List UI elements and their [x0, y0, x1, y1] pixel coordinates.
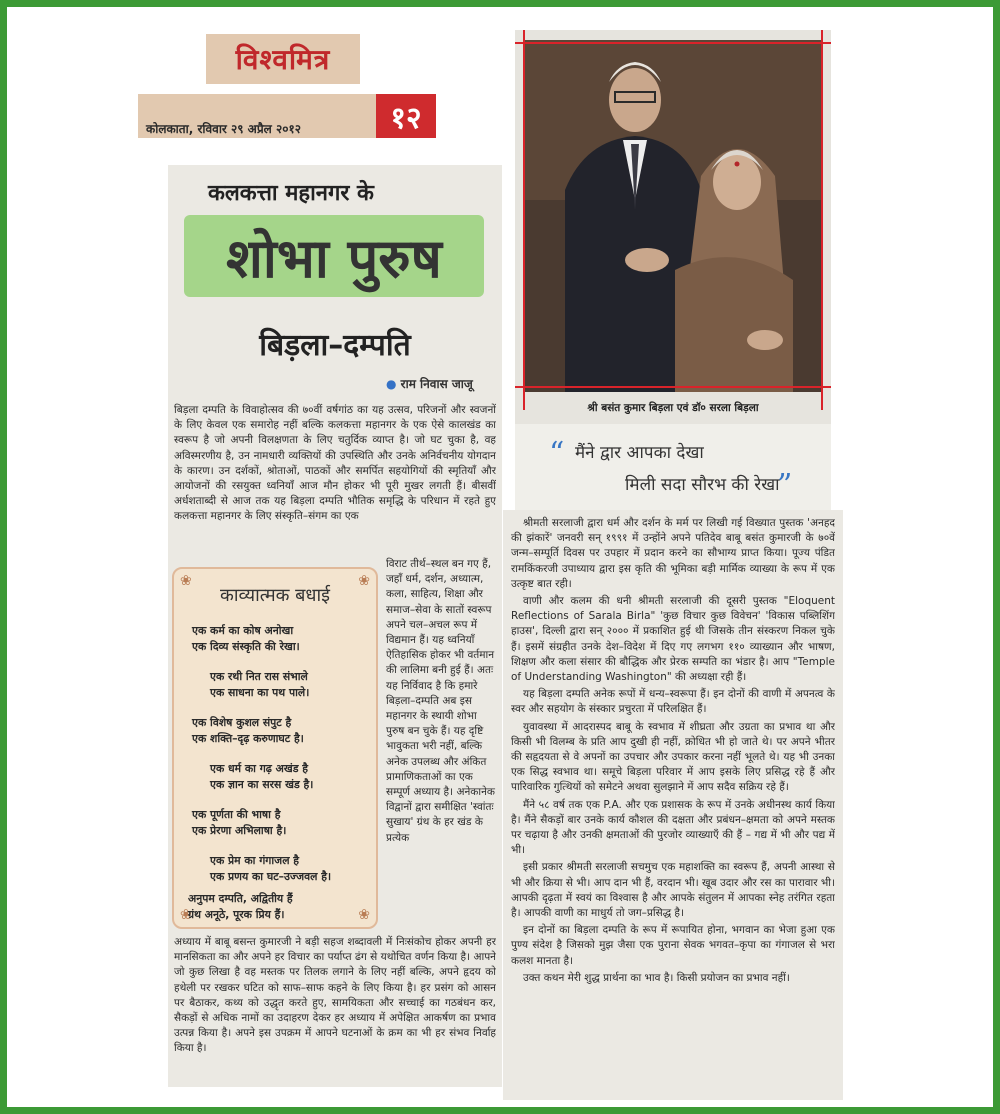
corner-ornament-icon: ❀ — [358, 907, 370, 923]
couple-photo — [525, 40, 823, 392]
poem-stanza: एक कर्म का कोष अनोखा एक दिव्य संस्कृति की रेखा। — [192, 624, 300, 653]
poem-stanza: एक रथी नित रास संभाले एक साधना का पथ पाले। — [210, 670, 310, 699]
right-paragraph: मैंने ५८ वर्ष तक एक P.A. और एक प्रशासक के रूप में उनके अधीनस्थ कार्य किया है। मैंने सैकड़ों बार उनके कार्य कौशल की दक्षता और प्रबंधन–क्षमता को अपने मस्तक पर चढ़ाया है और उनकी क्षमताओं की पुरजोर व्याख्याएँ की हैं – गद्य में भी और पद्य में भी। — [511, 798, 835, 857]
page-number: १२ — [376, 94, 436, 138]
poem-stanza: एक विशेष कुशल संपुट है एक शक्ति–दृढ़ करुणाघट है। — [192, 716, 304, 745]
right-paragraph: इसी प्रकार श्रीमती सरलाजी सचमुच एक महाशक्ति का स्वरूप हैं, अपनी आस्था से भी और क्रिया से भी। आप दान भी हैं, वरदान भी। खूब उदार और रस का पारावार भी। आपकी दृढ़ता में स्वयं का विश्वास है और आपके संतुलन में आपका स्नेह तरंगित रहता है। आपकी वाणी का माधुर्य तो जग–प्रसिद्ध है। — [511, 861, 835, 920]
quote-line-1: मैंने द्वार आपका देखा — [575, 443, 704, 463]
byline — [386, 375, 473, 392]
article-title: शोभा पुरुष — [226, 227, 442, 290]
article-paragraph-2: विराट तीर्थ–स्थल बन गए हैं, जहाँ धर्म, दर्शन, अध्यात्म, कला, साहित्य, शिक्षा और समाज–सेवा के सातों स्वरूप अपने चल–अचल रूप में विद्यमान हैं। यह ध्वनियाँ ऐतिहासिक होकर भी वर्तमान की लालिमा बनी हुई हैं। अतः यह निर्विवाद है कि हमारे बिड़ला–दम्पति अब इस महानगर के स्थायी शोभा पुरुष बन चुके हैं। यह दृष्टि भावुकता भरी नहीं, बल्कि अनेक उपलब्ध और अंकित प्रामाणिकताओं का एक सम्पूर्ण अध्याय है। अनेकानेक विद्वानों द्वारा समीक्षित 'स्वांतः सुखाय' ग्रंथ के हर खंड के प्रत्येक — [386, 558, 495, 844]
corner-ornament-icon: ❀ — [180, 573, 192, 589]
poem-stanza: अनुपम दम्पति, अद्वितीय हैं ग्रंथ अनूठे, पूरक प्रिय हैं। — [188, 892, 293, 921]
quote-line-2: मिली सदा सौरभ की रेखा — [625, 475, 780, 495]
right-paragraph: युवावस्था में आदरास्पद बाबू के स्वभाव में शीघ्रता और उग्रता का प्रभाव था और किसी भी विलम्ब के प्रति आप दुखी ही नहीं, क्रोधित भी हो जाते थे। पर अपने भीतर की सहृदयता से वे अपनों का उपचार और उपकार करना नहीं भूलते थे। यह भी उनका एक सिद्ध स्वभाव था। समूचे बिड़ला परिवार में आप इसके लिए प्रसिद्ध रहे हैं और पारिवारिक गुत्थियों को समेटने अथवा सुलझाने में आप सदैव सक्रिय रहे हैं। — [511, 720, 835, 794]
corner-ornament-icon: ❀ — [358, 573, 370, 589]
bullet-icon: ● — [386, 377, 397, 391]
poem-box — [172, 567, 378, 929]
newspaper-masthead — [206, 34, 360, 84]
article-paragraph-1: बिड़ला दम्पति के विवाहोत्सव की ७०वीं वर्षगांठ का यह उत्सव, परिजनों और स्वजनों के लिए केवल एक समारोह नहीं बल्कि कलकत्ता महानगर के एक ऐसे कालखंड का स्वरूप है जो अपनी विलक्षणता के लिए चतुर्दिक व्याप्त है। जो घट चुका है, वह अविस्मरणीय है, उन नामधारी व्यक्तियों की उपस्थिति और उनके अनिर्वचनीय योगदान के कारण। उन दर्शकों, श्रोताओं, पाठकों और समर्पित सहयोगियों की स्मृतियाँ और आयोजनों की रसयुक्त ध्वनियाँ आज मौन होकर भी पूरी मुखर लगती हैं। बीसवीं अर्धशताब्दी से आज तक यह बिड़ला दम्पति भौतिक समृद्धि के परिधान में रहते हुए कलकत्ता महानगर के लिए संस्कृति–संगम का एक — [174, 404, 496, 523]
photo-caption: श्री बसंत कुमार बिड़ला एवं डॉ० सरला बिड़ला — [587, 402, 759, 414]
red-rule — [515, 386, 831, 388]
right-paragraph: यह बिड़ला दम्पति अनेक रूपों में धन्य–स्वरूपा हैं। इन दोनों की वाणी में अपनत्व के स्वर और सहयोग के संस्कार प्रचुरता में परिलक्षित हैं। — [511, 688, 835, 716]
article-left-column — [168, 165, 502, 1087]
poem-stanza: एक प्रेम का गंगाजल है एक प्रणय का घट–उज्जवल है। — [210, 854, 332, 883]
poem-stanza: एक पूर्णता की भाषा है एक प्रेरणा अभिलाषा है। — [192, 808, 287, 837]
right-paragraph: इन दोनों का बिड़ला दम्पति के रूप में रूपायित होना, भगवान का भेजा हुआ एक पुण्य संदेश है जिसको मुझ जैसा एक पुराना सेवक भगवत–कृपा का गंगाजल से भरा कलश मानता है। — [511, 924, 835, 967]
dateline-strip — [138, 94, 436, 138]
title-band — [184, 215, 484, 297]
photo-block — [515, 30, 831, 424]
poem-stanza: एक धर्म का गढ़ अखंड है एक ज्ञान का सरस खंड है। — [210, 762, 314, 791]
right-paragraph: उक्त कथन मेरी शुद्ध प्रार्थना का भाव है। किसी प्रयोजन का प्रभाव नहीं। — [523, 971, 790, 984]
corner-ornament-icon: ❀ — [180, 907, 192, 923]
dateline-text: कोलकाता, रविवार २९ अप्रैल २०१२ — [146, 122, 301, 136]
pull-quote — [515, 424, 831, 510]
close-quote-icon: ” — [777, 468, 793, 503]
couple-photo-illustration — [525, 40, 823, 392]
red-rule — [821, 30, 823, 410]
red-rule — [515, 42, 831, 44]
byline-author: राम निवास जाजू — [400, 377, 473, 391]
open-quote-icon: “ — [549, 436, 565, 471]
article-right-column — [503, 510, 843, 1100]
right-paragraph: वाणी और कलम की धनी श्रीमती सरलाजी की दूसरी पुस्तक "Eloquent Reflections of Sarala Birla" 'कुछ विचार कुछ विवेचन' 'विकास पब्लिशिंग हाउस', दिल्ली द्वारा सन् २००० में प्रकाशित हुई थी जिसके तीन संस्करण निकल चुके हैं। इसमें संग्रहीत उनके देश–विदेश में दिए गए लगभग ११० व्याख्यान और भाषण, शिक्षण और कला संसार की बौद्धिक और प्रेरक सम्पति का भंडार है। आप "Temple of Understanding Washington" की अध्यक्षा रही हैं। — [511, 595, 835, 684]
masthead-name: विश्वमित्र — [235, 43, 331, 76]
right-paragraph: श्रीमती सरलाजी द्वारा धर्म और दर्शन के मर्म पर लिखी गई विख्यात पुस्तक 'अनहद की झंकारें' जनवरी सन् १९९१ में उन्होंने अपने पतिदेव बाबू बसंत कुमारजी के ७०वें जन्म–सम्पूर्ति दिवस पर उपहार में प्रदान करने का सौभाग्य प्राप्त किया। पूज्य पंडित रामकिंकरजी उपाध्याय द्वारा इस कृति की भूमिका बड़ी मार्मिक व्याख्या के रूप में एक उत्कृष्ट बात रही। — [511, 517, 835, 590]
poem-title: काव्यात्मक बधाई — [220, 585, 330, 606]
red-rule — [523, 30, 525, 410]
article-subtitle: बिड़ला–दम्पति — [259, 328, 411, 363]
article-paragraph-3: अध्याय में बाबू बसन्त कुमारजी ने बड़ी सहज शब्दावली में निःसंकोच होकर अपनी हर मानसिकता का और अपने हर विचार का पर्याप्त ढंग से यथोचित वर्णन किया है। आपने जो कुछ लिखा है वह मस्तक पर तिलक लगाने के लिए नहीं बल्कि, अपने हृदय को हथेली पर रखकर घटित को साफ–साफ कहने के लिए किया है। हर प्रसंग को आसन पर बैठाकर, कथ्य को उद्धृत करते हुए, सामयिकता और सच्चाई का गठबंधन कर, सैकड़ों से अधिक नामों का उदाहरण देकर हर अध्याय में अपेक्षित आकर्षण का प्रभाव उत्पन्न किया है। अपने इस उपक्रम में आपने घटनाओं के क्रम का भी हर संभव निर्वाह किया है। — [174, 936, 496, 1055]
article-kicker: कलकत्ता महानगर के — [208, 181, 374, 206]
